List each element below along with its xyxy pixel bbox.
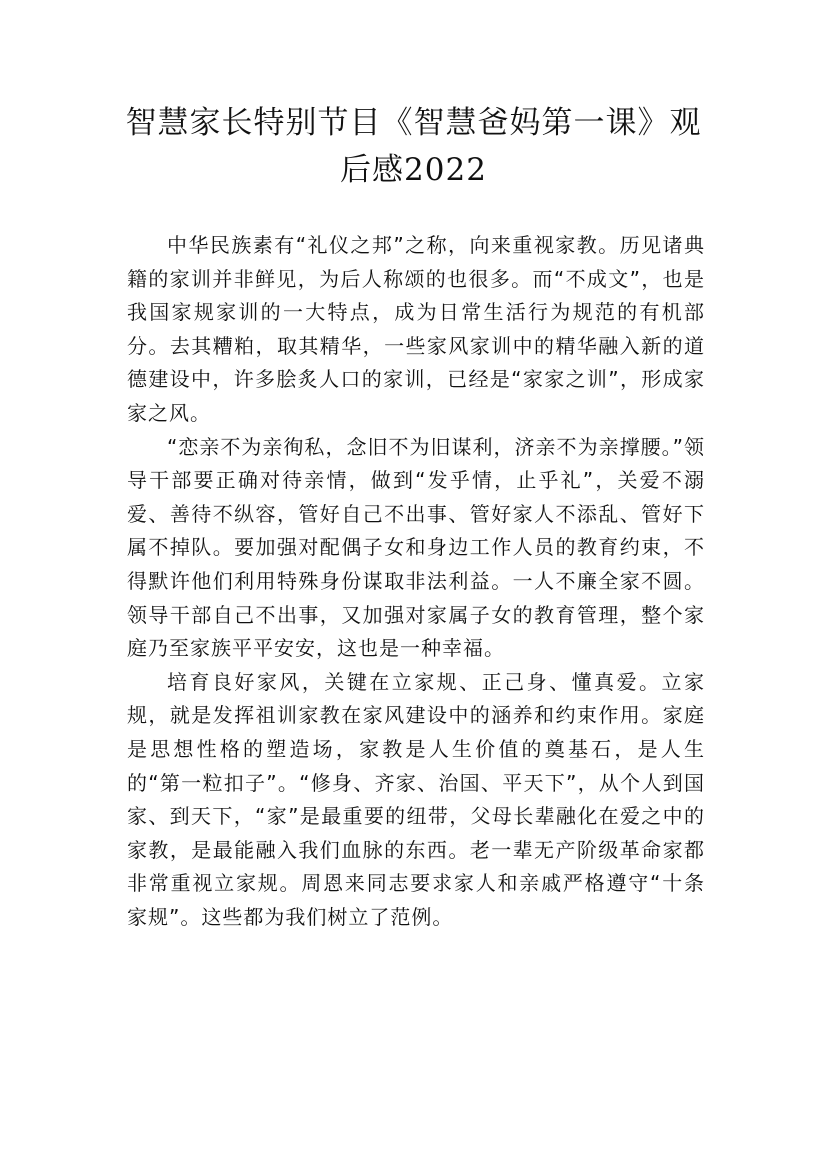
- paragraph-3: 培育良好家风，关键在立家规、正己身、懂真爱。立家规，就是发挥祖训家教在家风建设中的涵养和约束作用。家庭是思想性格的塑造场，家教是人生价值的奠基石，是人生的“第一粒扣子”。“修身、齐家、治国、平天下”，从个人到国家、到天下，“家”是最重要的纽带，父母长辈融化在爱之中的家教，是最能融入我们血脉的东西。老一辈无产阶级革命家都非常重视立家规。周恩来同志要求家人和亲戚严格遵守“十条家规”。这些都为我们树立了范例。: [127, 669, 705, 929]
- paragraph-1: 中华民族素有“礼仪之邦”之称，向来重视家教。历见诸典籍的家训并非鲜见，为后人称颂的也很多。而“不成文”，也是我国家规家训的一大特点，成为日常生活行为规范的有机部分。去其糟粕，取其精华，一些家风家训中的精华融入新的道德建设中，许多脍炙人口的家训，已经是“家家之训”，形成家家之风。: [127, 233, 705, 425]
- paragraph-2: “恋亲不为亲徇私，念旧不为旧谋利，济亲不为亲撑腰。”领导干部要正确对待亲情，做到“发乎情，止乎礼”，关爱不溺爱、善待不纵容，管好自己不出事、管好家人不添乱、管好下属不掉队。要加强对配偶子女和身边工作人员的教育约束，不得默许他们利用特殊身份谋取非法利益。一人不廉全家不圆。领导干部自己不出事，又加强对家属子女的教育管理，整个家庭乃至家族平平安安，这也是一种幸福。: [127, 434, 705, 661]
- document-title: 智慧家长特别节目《智慧爸妈第一课》观后感2022: [125, 105, 702, 188]
- document-body: [127, 229, 705, 934]
